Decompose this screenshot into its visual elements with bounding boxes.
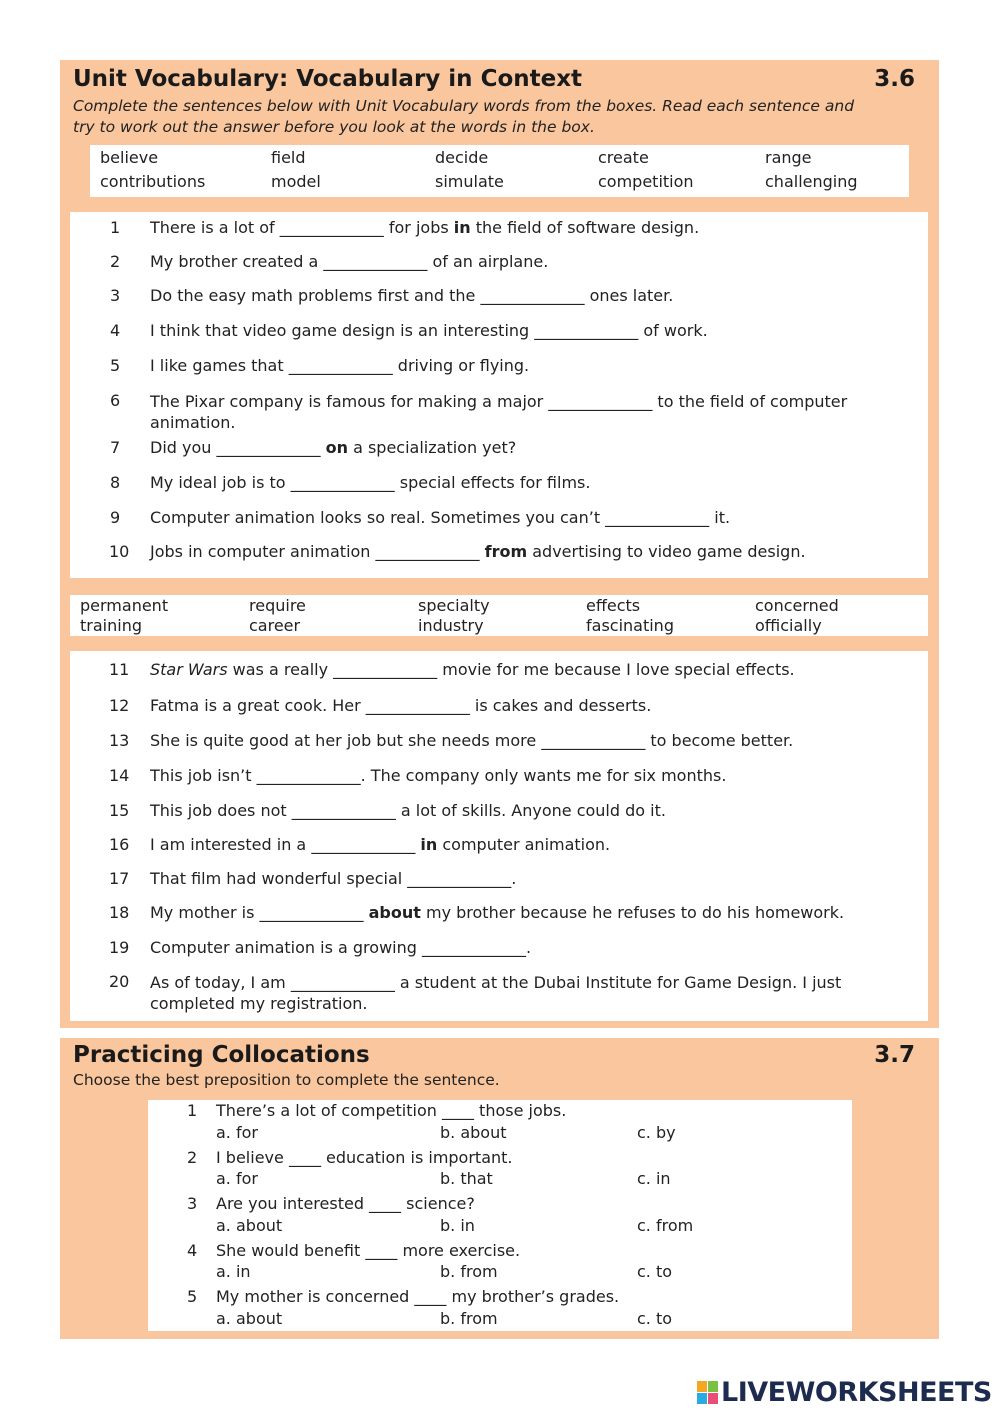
section-number: 3.7 [874,1042,915,1068]
sentence-part: Jobs in computer animation [150,542,376,561]
sentence-part: Computer animation looks so real. Sometimes you can’t [150,508,606,527]
sentence-part: . [511,869,517,888]
practicing-collocations-section [60,1038,939,1339]
sentence-part: I think that video game design is an interesting [150,321,535,340]
instructions-line-2: try to work out the answer before you look at the words in the box. [73,118,595,136]
sentence-part: is cakes and desserts. [469,696,652,715]
sentence-number: 8 [110,473,121,492]
option-a: a. about [216,1215,283,1235]
question-text: Are you interested ____ science? [216,1194,475,1213]
sentence-number: 2 [110,252,121,271]
sentence-part: Did you [150,438,217,457]
option-a: a. for [216,1169,258,1188]
question-text: My mother is concerned ____ my brother’s grades. [216,1287,620,1306]
word-box-word: fascinating [586,616,674,635]
sentence-part: a lot of skills. Anyone could do it. [395,801,666,820]
bold-preposition: in [420,835,438,854]
sentence-part: My brother created a [150,252,324,271]
word-box-word: model [271,172,321,191]
question-number: 5 [187,1287,198,1306]
answer-blank: _____________ [259,903,364,922]
sentence-part: That film had wonderful special [150,869,408,888]
option-a: a. for [216,1122,258,1142]
section-title: Practicing Collocations [73,1042,370,1068]
sentence-part: My ideal job is to [150,473,291,492]
sentence-part: As of today, I am [150,973,291,992]
sentence-part: it. [709,508,731,527]
sentence-part: computer animation. [437,835,611,854]
option-b: b. from [440,1308,498,1328]
sentence-number: 16 [109,835,130,854]
word-box-word: challenging [765,172,858,191]
sentence-part: There is a lot of [150,218,280,237]
sentence-text [150,391,925,433]
logo-icon [697,1381,719,1405]
option-b: b. from [440,1262,498,1281]
option-c: c. by [637,1122,676,1142]
question-number: 4 [187,1240,198,1260]
answer-blank: _____________ [311,835,416,854]
sentence-part: the field of software design. [470,218,700,237]
word-box-word: concerned [755,596,839,615]
instructions-line-1: Complete the sentences below with Unit Vocabulary words from the boxes. Read each sentence and [73,97,855,115]
bold-preposition: in [453,218,471,237]
word-box-word: career [249,616,301,635]
sentence-part: for jobs [383,218,454,237]
sentence-text [150,938,531,957]
sentence-part: . [525,938,532,957]
sentence-text [150,766,726,785]
sentence-text [150,438,516,457]
word-box-word: require [249,596,306,615]
sentence-text [150,218,699,237]
option-a: a. about [216,1308,283,1328]
sentence-part: to the field of computer animation. [150,392,848,432]
option-a: a. in [216,1262,251,1281]
sentence-part: She is quite good at her job but she needs more [150,731,542,750]
instructions: Choose the best preposition to complete the sentence. [73,1071,500,1089]
sentence-text [150,660,795,679]
sentence-italic: Star Wars [150,660,228,679]
sentence-part: This job isn’t [150,766,257,785]
word-box-1 [90,145,909,197]
section-number: 3.6 [874,66,915,92]
option-c: c. in [637,1169,671,1188]
sentence-part: This job does not [150,801,292,820]
sentence-number: 11 [109,660,130,679]
word-box-word: competition [598,172,694,191]
sentence-number: 12 [109,696,130,715]
sentence-part: Fatma is a great cook. Her [150,696,366,715]
sentence-number: 4 [110,321,121,340]
word-box-word: believe [100,148,159,167]
sentence-text [150,731,793,750]
sentence-number: 1 [110,218,121,237]
sentence-text [150,903,844,922]
sentence-part: My mother is [150,903,260,922]
question-number: 1 [187,1101,198,1120]
sentence-number: 15 [109,801,130,820]
sentence-part: a specialization yet? [347,438,517,457]
answer-blank: _____________ [290,473,395,492]
answer-blank: _____________ [541,731,646,750]
sentence-part: driving or flying. [392,356,530,375]
sentence-part: a student at the Dubai Institute for Game Design. I just completed my registration. [150,973,842,1013]
sentence-text [150,835,610,854]
answer-blank: _____________ [291,801,396,820]
sentence-text [150,972,925,1014]
word-box-word: officially [755,616,822,635]
word-box-word: permanent [80,596,169,615]
answer-blank: _____________ [480,286,585,305]
word-box-2 [70,595,928,636]
sentence-number: 10 [109,542,130,561]
answer-blank: _____________ [216,438,321,457]
sentence-part: Do the easy math problems first and the [150,286,481,305]
option-b: b. in [440,1215,475,1235]
sentence-number: 5 [110,356,121,375]
sentence-text [150,356,529,375]
word-box-word: specialty [418,596,490,615]
sentence-text [150,696,651,715]
word-box-word: range [765,148,812,167]
sentences-box-2 [70,651,928,1021]
option-c: c. from [637,1215,694,1235]
sentence-part: I like games that [150,356,289,375]
sentence-number: 7 [110,438,121,457]
sentence-number: 17 [109,869,130,888]
sentence-text [150,286,673,305]
sentence-number: 6 [110,391,121,410]
word-box-word: contributions [100,172,206,191]
sentence-text [150,252,548,271]
sentence-part: Computer animation is a growing [150,938,422,957]
section-title: Unit Vocabulary: Vocabulary in Context [73,66,583,92]
sentence-text [150,801,666,820]
sentence-part: special effects for films. [394,473,591,492]
word-box-word: simulate [435,172,504,191]
question-text: There’s a lot of competition ____ those jobs. [216,1101,567,1120]
word-box-word: create [598,148,649,167]
sentence-part: advertising to video game design. [527,542,806,561]
option-b: b. that [440,1169,493,1188]
sentence-number: 19 [109,938,130,957]
sentence-number: 20 [109,972,130,991]
sentence-part: ones later. [584,286,674,305]
answer-blank: _____________ [605,508,710,527]
vocabulary-in-context-section [60,60,939,1028]
answer-blank: _____________ [333,660,438,679]
sentence-number: 18 [109,903,130,922]
answer-blank: _____________ [256,766,361,785]
answer-blank: _____________ [375,542,480,561]
sentence-part: . The company only wants me for six months. [360,766,727,785]
bold-preposition: on [325,438,348,457]
answer-blank: _____________ [548,392,653,411]
answer-blank: _____________ [323,252,428,271]
bold-preposition: about [368,903,421,922]
logo-text: LIVEWORKSHEETS [721,1377,992,1408]
sentence-part: of an airplane. [427,252,549,271]
question-number: 2 [187,1147,198,1167]
word-box-word: industry [418,616,484,635]
option-b: b. about [440,1122,507,1142]
answer-blank: _____________ [288,356,393,375]
question-number: 3 [187,1194,198,1213]
sentence-part: my brother because he refuses to do his homework. [420,903,845,922]
question-text: She would benefit ____ more exercise. [216,1240,521,1260]
answer-blank: _____________ [365,696,470,715]
sentences-box-1 [70,212,928,578]
word-box-word: effects [586,596,641,615]
answer-blank: _____________ [534,321,639,340]
sentence-part: I am interested in a [150,835,312,854]
sentence-part: of work. [638,321,708,340]
sentence-text [150,542,806,561]
word-box-word: field [271,148,306,167]
sentence-text [150,508,730,527]
answer-blank: _____________ [279,218,384,237]
answer-blank: _____________ [421,938,526,957]
word-box-word: training [80,616,142,635]
answer-blank: _____________ [407,869,512,888]
option-c: c. to [637,1308,673,1328]
sentence-number: 9 [110,508,121,527]
sentence-part: to become better. [645,731,794,750]
answer-blank: _____________ [290,973,395,992]
question-text: I believe ____ education is important. [216,1147,513,1167]
sentence-number: 3 [110,286,121,305]
sentence-text [150,473,590,492]
sentence-number: 14 [109,766,130,785]
bold-preposition: from [484,542,528,561]
sentence-text [150,869,516,888]
sentence-part: movie for me because I love special effects. [437,660,795,679]
option-c: c. to [637,1262,673,1281]
sentence-text [150,321,708,340]
word-box-word: decide [435,148,489,167]
sentence-number: 13 [109,731,130,750]
sentence-part: The Pixar company is famous for making a major [150,392,549,411]
collocation-questions-box [148,1100,852,1331]
sentence-part: was a really [227,660,334,679]
